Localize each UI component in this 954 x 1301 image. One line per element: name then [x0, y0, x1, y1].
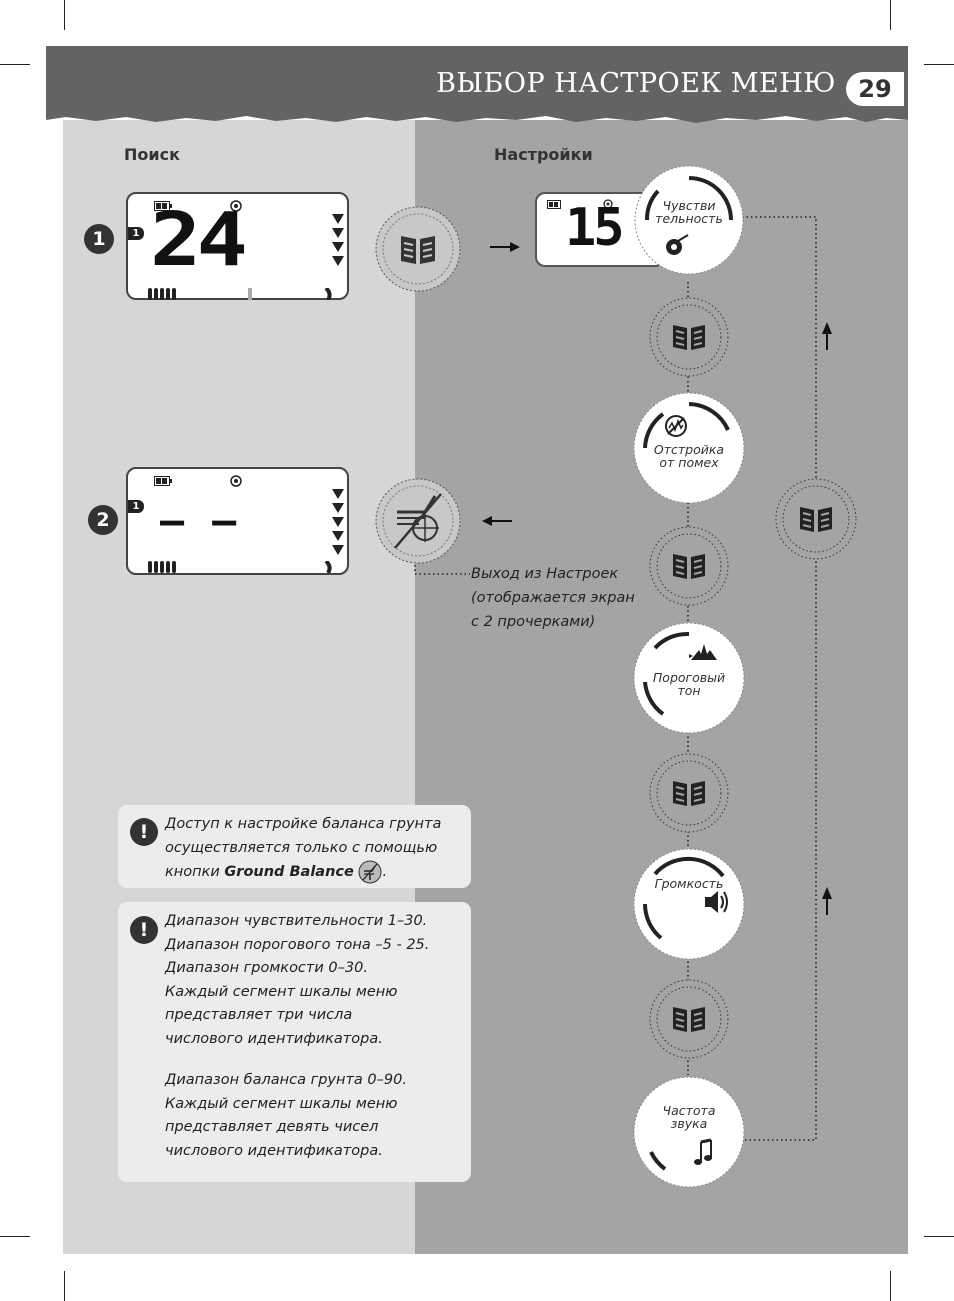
- note-line: Диапазон баланса грунта 0–90.: [165, 1072, 407, 1088]
- exit-settings-note: [471, 562, 661, 634]
- note-line: Диапазон громкости 0–30.: [165, 960, 368, 976]
- step-1-badge: 1: [84, 224, 114, 254]
- signal-arrows-icon: [332, 489, 344, 557]
- battery-icon: [154, 476, 172, 486]
- note-text: [165, 910, 463, 1163]
- ground-balance-note: [118, 805, 471, 888]
- exit-note-line: (отображается экран: [471, 590, 635, 606]
- volume-icon: [703, 888, 729, 916]
- search-lcd-screen-dashes: [126, 467, 349, 575]
- ranges-note: [118, 902, 471, 1182]
- note-line: представляет девять чисел: [165, 1119, 379, 1135]
- menu-button-icon[interactable]: [649, 297, 729, 377]
- note-line: Каждый сегмент шкалы меню: [165, 1095, 398, 1112]
- lcd-target-id: 24: [150, 197, 244, 283]
- exit-note-line: Выход из Настроек: [471, 566, 619, 582]
- ground-balance-icon: [358, 860, 382, 884]
- threshold-dial[interactable]: [633, 622, 745, 734]
- sensitivity-dial[interactable]: [634, 165, 744, 275]
- settings-column-title: Настройки: [494, 145, 593, 164]
- noise-cancel-label: Отстройка от помех: [653, 442, 725, 470]
- sensitivity-label: Чувстви тельность: [655, 198, 723, 226]
- note-line: числового идентификатора.: [165, 1030, 383, 1047]
- search-column-title: Поиск: [124, 145, 180, 164]
- threshold-icon: [689, 644, 719, 664]
- note-line: Диапазон чувствительности 1–30.: [165, 913, 428, 929]
- note-line: Доступ к настройке баланса грунта: [165, 816, 442, 832]
- noise-cancel-icon: [664, 414, 688, 438]
- arrow-left-icon: [482, 515, 512, 527]
- warning-icon: !: [130, 818, 158, 846]
- lcd-setting-value: 15: [565, 198, 622, 258]
- exit-note-line: с 2 прочерками): [471, 614, 596, 630]
- volume-dial[interactable]: [633, 848, 745, 960]
- ground-balance-button-icon[interactable]: [375, 478, 461, 564]
- noise-cancel-dial[interactable]: [633, 392, 745, 504]
- note-line: Каждый сегмент шкалы меню: [165, 983, 398, 1000]
- tone-frequency-dial[interactable]: [633, 1076, 745, 1188]
- sensitivity-icon: [664, 233, 690, 257]
- metal-id-icon: [230, 475, 242, 487]
- warning-icon: !: [130, 916, 158, 944]
- note-line: Диапазон порогового тона –5 - 25.: [165, 936, 430, 953]
- tone-frequency-label: Частота звука: [662, 1103, 716, 1131]
- note-text: [165, 813, 463, 885]
- note-line: кнопки Ground Balance .: [165, 860, 463, 885]
- threshold-label: Пороговый тон: [652, 670, 726, 698]
- note-line: осуществляется только с помощью: [165, 839, 438, 856]
- sensitivity-level-tag: 1: [128, 500, 144, 513]
- depth-bar-icon: [148, 561, 348, 573]
- page-title: ВЫБОР НАСТРОЕК МЕНЮ: [436, 68, 836, 99]
- sensitivity-level-tag: 1: [128, 227, 144, 240]
- note-line: представляет три числа: [165, 1007, 353, 1023]
- ground-balance-name: Ground Balance: [224, 864, 354, 880]
- lcd-dashes: – –: [160, 498, 239, 544]
- note-line: числового идентификатора.: [165, 1142, 383, 1159]
- page-number: 29: [846, 72, 904, 106]
- music-note-icon: [693, 1138, 715, 1168]
- menu-button-icon[interactable]: [649, 526, 729, 606]
- menu-button-icon[interactable]: [649, 753, 729, 833]
- step-2-badge: 2: [88, 505, 118, 535]
- menu-button-icon[interactable]: [649, 979, 729, 1059]
- volume-label: Громкость: [654, 876, 724, 891]
- menu-button-icon[interactable]: [775, 478, 857, 560]
